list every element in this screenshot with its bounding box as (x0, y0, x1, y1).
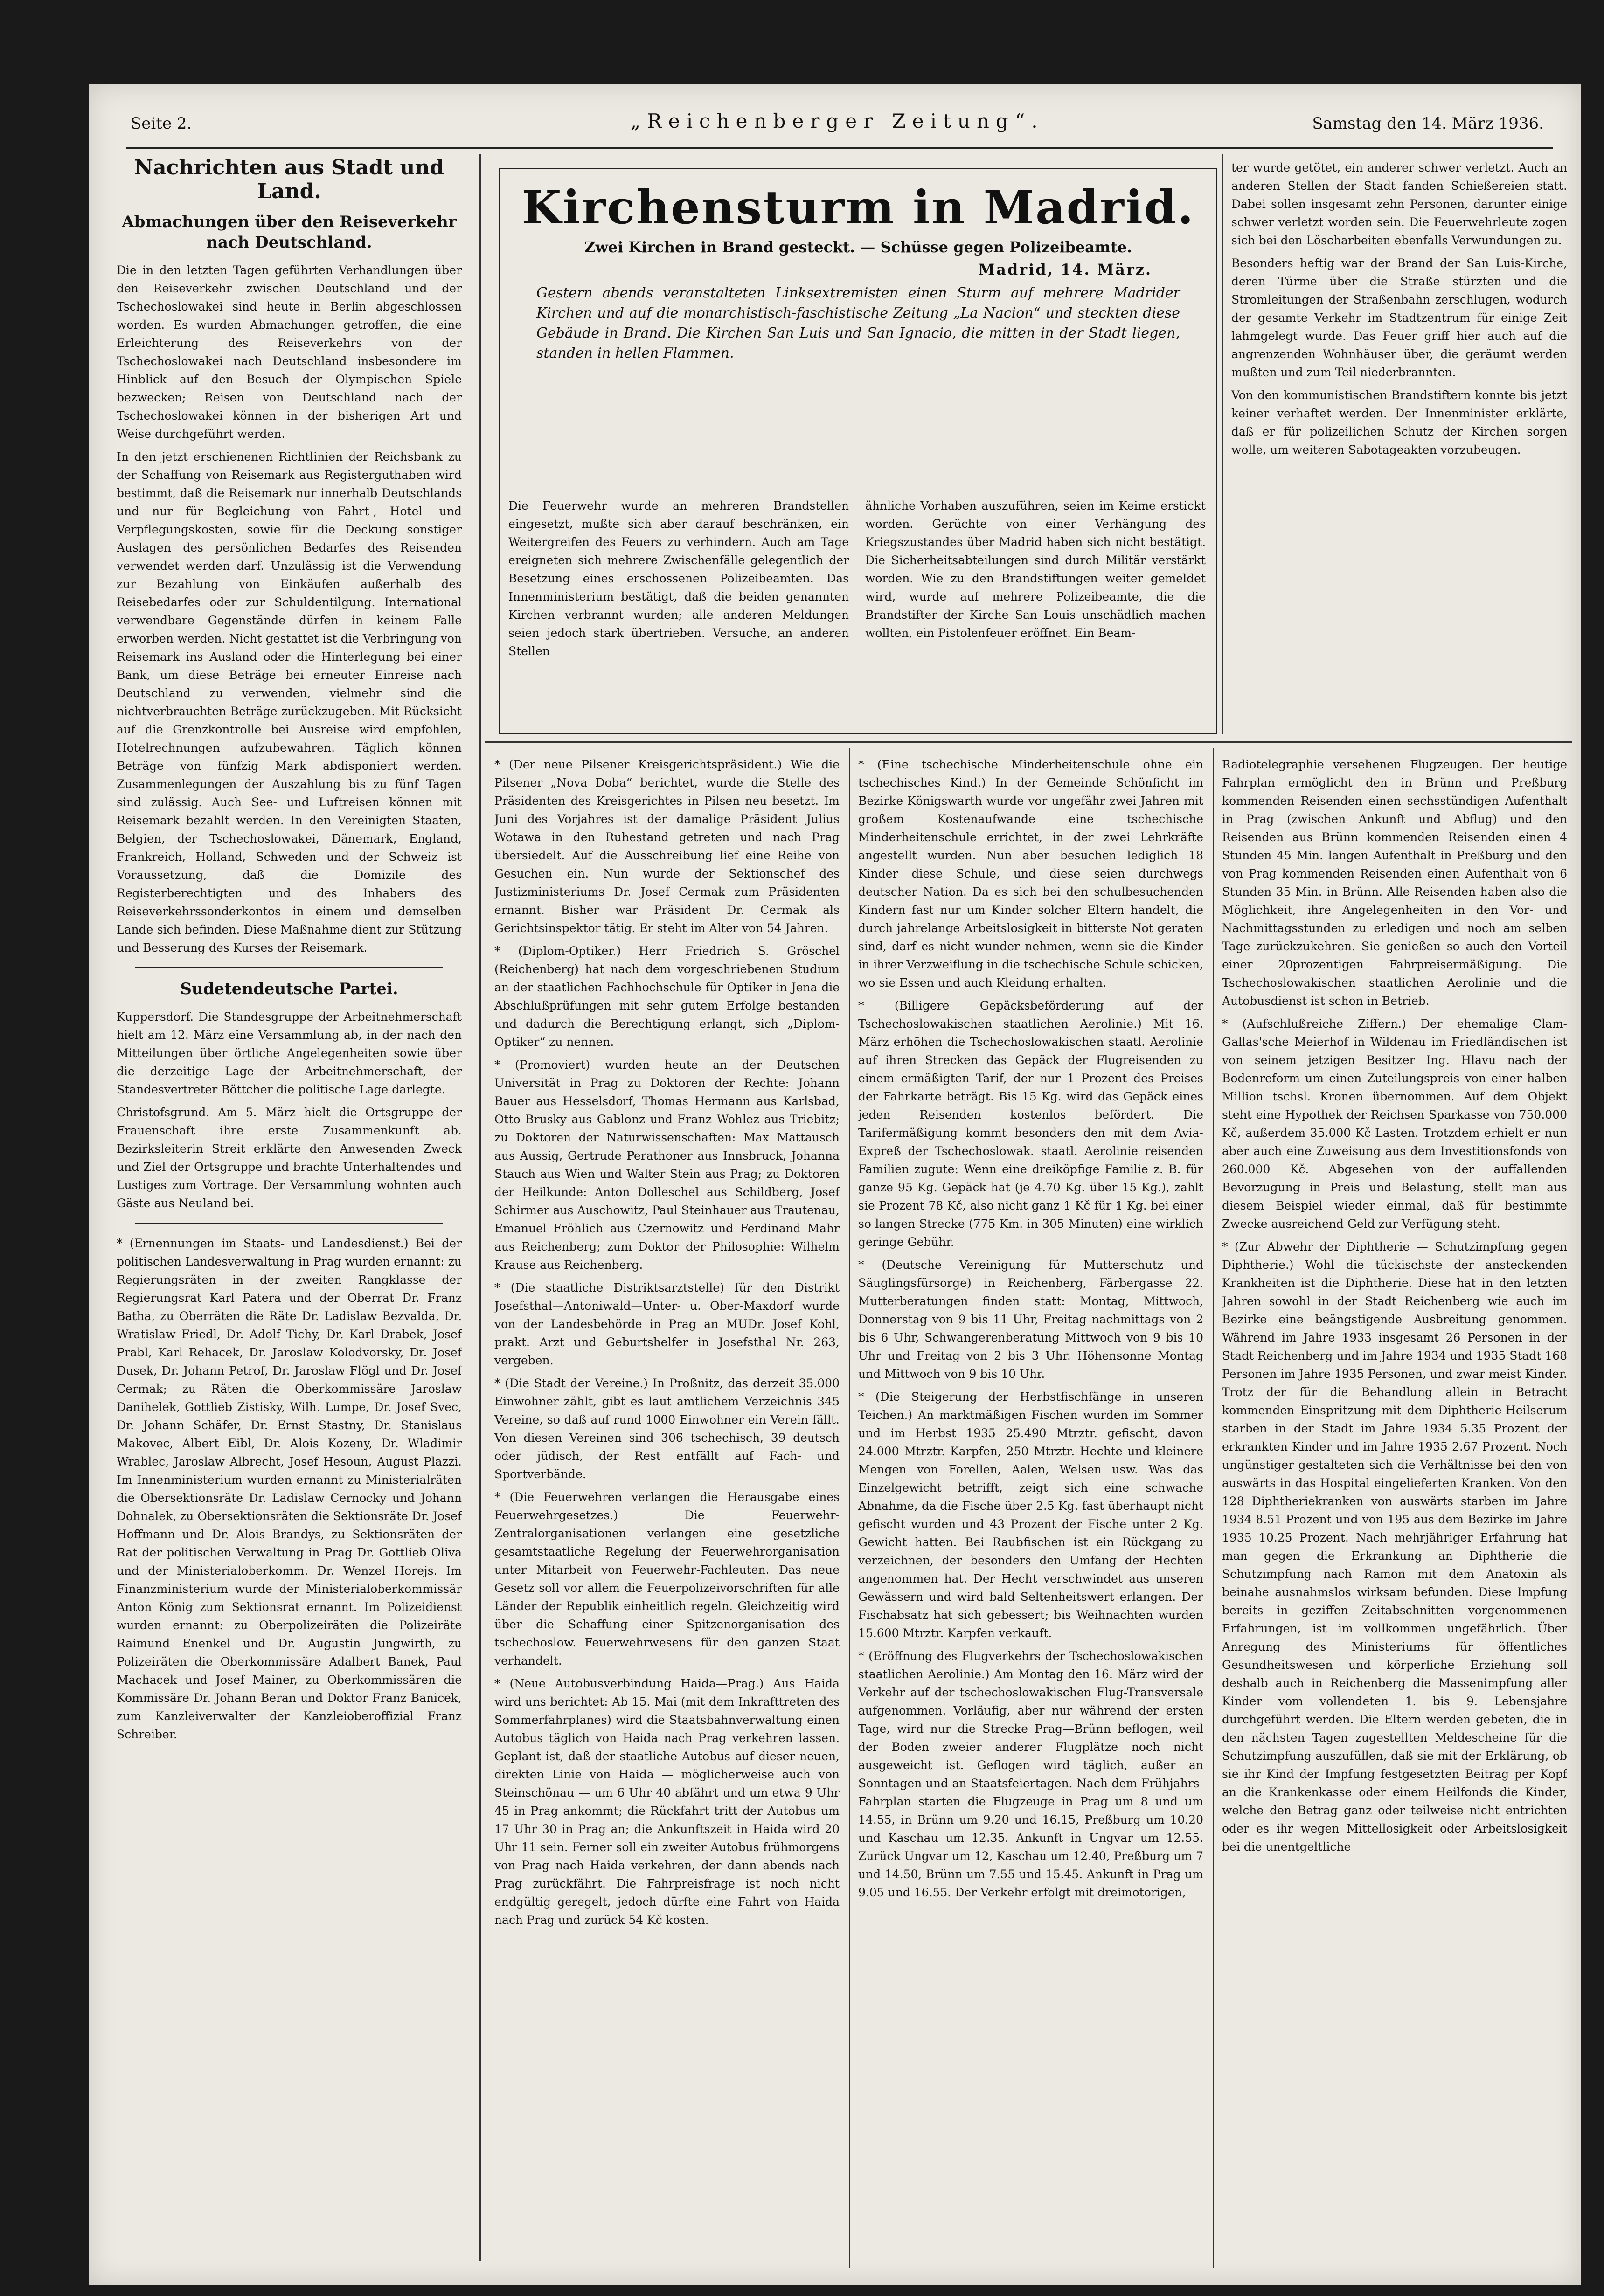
article-paragraph: * (Der neue Pilsener Kreisgerichtspräsident.) Wie die Pilsener „Nova Doba“ berichtet, wurde die Stelle des Präsidenten des Kreisgerichtes in Pilsen neu besetzt. Im Juni des Vorjahres ist der damalige Präsident Julius Wotawa in den Ruhestand getreten und nach Prag übersiedelt. Auf die Ausschreibung lief eine Reihe von Gesuchen ein. Nun wurde der Sektionschef des Justizministeriums Dr. Josef Cermak zum Präsidenten ernannt. Bisher war Präsident Dr. Cermak als Gerichtsinspektor tätig. Er steht im Alter von 54 Jahren. (494, 758, 840, 935)
lead-body (504, 497, 1213, 730)
article-paragraph: Christofsgrund. Am 5. März hielt die Ortsgruppe der Frauenschaft ihre erste Zusammenkunft ab. Bezirksleiterin Streit erklärte den Anwesenden Zweck und Ziel der Ortsgruppe und brachte Unterhaltendes und Lustiges zum Vortrage. Der Versammlung wohnten auch Gäste aus Neuland bei. (117, 1106, 462, 1210)
article-paragraph: ter wurde getötet, ein anderer schwer verletzt. Auch an anderen Stellen der Stadt fanden Schießereien statt. Dabei sollen insgesamt zehn Personen, darunter einige schwer verletzt worden sein. Die Feuerwehrleute zogen sich bei den Löscharbeiten ebenfalls Verwundungen zu. (1231, 161, 1567, 247)
article-paragraph: * (Neue Autobusverbindung Haida—Prag.) Aus Haida wird uns berichtet: Ab 15. Mai (mit dem Inkrafttreten des Sommerfahrplanes) wird die Staatsbahnverwaltung einen Autobus täglich von Haida nach Prag verkehren lassen. Geplant ist, daß der staatliche Autobus auf dieser neuen, direkten Linie von Haida — möglicherweise auch von Steinschönau — um 6 Uhr 40 abfährt und um etwa 9 Uhr 45 in Prag ankommt; die Rückfahrt tritt der Autobus um 17 Uhr 30 in Prag an; die Ankunftszeit in Haida wird 20 Uhr 11 sein. Ferner soll ein zweiter Autobus frühmorgens von Prag nach Haida verkehren, der dann abends nach Prag zurückfährt. Die Fahrpreisfrage ist noch nicht endgültig geregelt, jedoch dürfte eine Fahrt von Haida nach Prag und zurück 54 Kč kosten. (494, 1677, 840, 1927)
article-headline: Sudetendeutsche Partei. (180, 980, 398, 998)
article-paragraph: ähnliche Vorhaben auszuführen, seien im Keime erstickt worden. Gerüchte von einer Verhängung des Kriegszustandes über Madrid haben sich nicht bestätigt. Die Sicherheitsabteilungen sind durch Militär verstärkt worden. Wie zu den Brandstiftungen weiter gemeldet wird, wurde auf mehrere Polizeibeamte, die die Brandstifter der Kirche San Louis unschädlich machen wollten, ein Pistolenfeuer eröffnet. Ein Beam- (865, 499, 1206, 640)
issue-date: Samstag den 14. März 1936. (1312, 114, 1544, 133)
newspaper-page (89, 84, 1581, 2285)
article-paragraph: * (Die staatliche Distriktsarztstelle) für den Distrikt Josefsthal—Antoniwald—Unter- u. Ober-Maxdorf wurde von der Landesbehörde in Prag an MUDr. Josef Kohl, prakt. Arzt und Geburtshelfer in Josefsthal Nr. 263, vergeben. (494, 1281, 840, 1367)
article-paragraph: * (Eine tschechische Minderheitenschule ohne ein tschechisches Kind.) In der Gemeinde Schönficht im Bezirke Königswarth wurde vor ungefähr zwei Jahren mit großem Kostenaufwande eine tschechische Minderheitenschule errichtet, in der zwei Lehrkräfte angestellt wurden. Nun aber besuchen lediglich 18 Kinder diese Schule, und diese seien durchwegs deutscher Nation. Da es sich bei den schulbesuchenden Kindern fast nur um Kinder solcher Eltern handelt, die durch jahrelange Arbeitslosigkeit in bitterste Not geraten sind, darf es nicht wunder nehmen, wenn sie die Kinder in ihrer Verzweiflung in die tschechische Schule schicken, wo sie Essen und auch Kleidung erhalten. (858, 758, 1203, 989)
article-paragraph: Die Feuerwehr wurde an mehreren Brandstellen eingesetzt, mußte sich aber darauf beschränken, ein Weitergreifen des Feuers zu verhindern. Auch am Tage ereigneten sich mehrere Zwischenfälle gelegentlich der Besetzung eines erschossenen Polizeibeamten. Das Innenministerium bestätigt, daß die beiden genannten Kirchen verbrannt wurden; alle anderen Meldungen seien jedoch stark übertrieben. Versuche, an anderen Stellen (508, 499, 849, 658)
article-paragraph: Die in den letzten Tagen geführten Verhandlungen über den Reiseverkehr zwischen Deutschland und der Tschechoslowakei sind heute in Berlin abgeschlossen worden. Es wurden Abmachungen getroffen, die eine Erleichterung des Reiseverkehrs von der Tschechoslowakei nach Deutschland insbesondere im Hinblick auf den Besuch der Olympischen Spiele bezwecken; Reisen von Deutschland nach der Tschechoslowakei können in der bisherigen Art und Weise durchgeführt werden. (117, 263, 462, 441)
newspaper-name: „Reichenberger Zeitung“. (630, 110, 1044, 132)
article-paragraph: Besonders heftig war der Brand der San Luis-Kirche, deren Türme über die Straße stürzten und die Stromleitungen der Straßenbahn zerschlugen, wodurch der gesamte Verkehr im Stadtzentrum für einige Zeit lahmgelegt wurde. Das Feuer griff hier auch auf die angrenzenden Wohnhäuser über, die geräumt werden mußten und zum Teil niederbrannten. (1231, 256, 1567, 379)
lead-body-right (865, 497, 1206, 646)
article-paragraph: * (Zur Abwehr der Diphtherie — Schutzimpfung gegen Diphtherie.) Wohl die tückischste der ansteckenden Krankheiten ist die Diphtherie. Diese hat in den letzten Jahren sowohl in der Stadt Reichenberg wie auch im Bezirke eine beängstigende Ausbreitung genommen. Während im Jahre 1933 insgesamt 26 Personen in der Stadt Reichenberg und im Jahre 1934 und 1935 Stadt 168 Personen im Jahre 1935 Personen, und zwar meist Kinder. Trotz der für die Behandlung allein in Betracht kommenden Einspritzung mit dem Diphtherie-Heilserum starben in der Stadt im Jahre 1934 5.35 Prozent der erkrankten Kinder und im Jahre 1935 2.67 Prozent. Noch ungünstiger gestalteten sich die Verhältnisse bei den von auswärts in das Hospital eingelieferten Kranken. Von den 128 Diphtheriekranken von auswärts starben im Jahre 1934 8.51 Prozent und von 195 aus dem Bezirke im Jahre 1935 10.25 Prozent. Nach mehrjähriger Erfahrung hat man gegen die Erkrankung an Diphtherie die Schutzimpfung nach Ramon mit dem Anatoxin als beinahe ausnahmslos wirksam befunden. Diese Impfung bereits in geziffen Zeitabschnitten vorgenommenen Erfahrungen, ist im vollkommen ungefährlich. Über Anregung des Ministeriums für öffentliches Gesundheitswesen und körperliche Erziehung soll deshalb auch in Reichenberg die Massenimpfung aller Kinder vom vollendeten 1. bis 9. Lebensjahre durchgeführt werden. Die Eltern werden gebeten, die in den nächsten Tagen zugestellten Meldescheine für die Schutzimpfung auszufüllen, daß sie mit der Erklärung, ob sie ihr Kind der Impfung festgesetzten Beitrag per Kopf an die Krankenkasse oder einem Heilfonds die Kinder, welche den Betrag ganz oder teilweise nicht entrichten oder es ihr wegen Mittellosigkeit oder Arbeitslosigkeit bei die unentgeltliche (1222, 1240, 1567, 1853)
section-rule (485, 741, 1572, 743)
page-number: Seite 2. (131, 114, 192, 133)
column-4 (1222, 755, 1567, 2271)
column-1 (117, 154, 462, 2271)
column-rule (135, 967, 443, 968)
lead-summary: Gestern abends veranstalteten Linksextremisten einen Sturm auf mehrere Madrider Kirchen und auf die monarchistisch-faschistische Zeitung „La Nacion“ und steckten diese Gebäude in Brand. Die Kirchen San Luis und San Ignacio, die mitten in der Stadt liegen, standen in hellen Flammen. (536, 285, 1180, 361)
column-divider (849, 748, 850, 2268)
page-header (131, 110, 1544, 142)
article-headline: Abmachungen über den Reiseverkehr nach Deutschland. (122, 213, 457, 252)
column-2 (494, 755, 840, 2271)
header-rule (126, 147, 1553, 149)
article-paragraph: Radiotelegraphie versehenen Flugzeugen. Der heutige Fahrplan ermöglicht den in Brünn und Preßburg kommenden Reisenden einen sechsstündigen Aufenthalt in Prag (zwischen Ankunft und Abflug) und den Reisenden aus Brünn kommenden Reisenden einen 4 Stunden 45 Min. langen Aufenthalt in Preßburg und den von Prag kommenden Reisenden einen Aufenthalt von 6 Stunden 35 Min. in Brünn. Alle Reisenden haben also die Möglichkeit, ihre Angelegenheiten in den Vor- und Nachmittagsstunden zu erledigen und noch am selben Tage zurückzukehren. Sie genießen so auch den Vorteil einer 20prozentigen Fahrpreisermäßigung. Die Tschechoslowakischen staatlichen Aerolinie und die Autobusdienst ist schon in Betrieb. (1222, 758, 1567, 1008)
column-divider (1222, 154, 1223, 734)
article-paragraph: Kuppersdorf. Die Standesgruppe der Arbeitnehmerschaft hielt am 12. März eine Versammlung ab, in der nach den Mitteilungen über örtliche Angelegenheiten sowie über die derzeitige Lage der Arbeitnehmerschaft, der Standesvertreter Böttcher die politische Lage darlegte. (117, 1010, 462, 1096)
article-paragraph: * (Aufschlußreiche Ziffern.) Der ehemalige Clam-Gallas'sche Meierhof in Wildenau im Friedländischen ist von seinem jetzigen Besitzer Ing. Hlavu nach der Bodenreform um einen Zuteilungspreis von einer halben Million tschsl. Kronen übernommen. Auf dem Objekt steht eine Hypothek der Reichsen Sparkasse von 750.000 Kč, außerdem 35.000 Kč Lasten. Trotzdem erhielt er nun aber auch eine Zuweisung aus dem Investitionsfonds von 260.000 Kč. Abgesehen von der auffallenden Bevorzugung in Preis und Belastung, stellt man aus diesem Beispiel wieder einmal, daß für bestimmte Zwecke ausreichend Geld zur Verfügung steht. (1222, 1017, 1567, 1231)
column-divider (479, 154, 481, 2261)
article-paragraph: * (Ernennungen im Staats- und Landesdienst.) Bei der politischen Landesverwaltung in Prag wurden ernannt: zu Regierungsräten in der zweiten Rangklasse der Regierungsrat Karl Patera und der Oberrat Dr. Franz Batha, zu Oberräten die Räte Dr. Ladislaw Bezvalda, Dr. Wratislaw Friedl, Dr. Adolf Tichy, Dr. Karl Drabek, Josef Prabl, Karl Rehacek, Dr. Jaroslaw Kolodvorsky, Dr. Josef Dusek, Dr. Johann Petrof, Dr. Jaroslaw Flögl und Dr. Josef Cermak; zu Räten die Oberkommissäre Jaroslaw Danihelek, Gottlieb Zistisky, Wilh. Lumpe, Dr. Josef Svec, Dr. Johann Schäfer, Dr. Ernst Stastny, Dr. Stanislaus Makovec, Albert Eibl, Dr. Alois Kozeny, Dr. Wladimir Wrablec, Jaroslaw Albrecht, Josef Hesoun, August Plazzi. Im Innenministerium wurden ernannt zu Ministerialräten die Obersektionsräte Dr. Ladislaw Cernocky und Johann Dohnalek, zu Obersektionsräten die Sektionsräte Dr. Josef Hoffmann und Dr. Alois Brandys, zu Sektionsräten der Rat der politischen Verwaltung in Prag Dr. Gottlieb Oliva und der Ministerialoberkomm. Dr. Wenzel Horejs. Im Finanzministerium wurde der Ministerialoberkommissär Anton König zum Sektionsrat ernannt. Im Polizeidienst wurden ernannt: zu Oberpolizeiräten die Polizeiräte Raimund Enenkel und Dr. Augustin Jungwirth, zu Polizeiräten die Oberkommissäre Adalbert Banek, Paul Machacek und Josef Mainer, zu Oberkommissären die Kommissäre Dr. Johann Beran und Doktor Franz Banicek, zum Kanzleiverwalter der Kanzleioberoffizial Franz Schreiber. (117, 1237, 462, 1741)
article-paragraph: * (Deutsche Vereinigung für Mutterschutz und Säuglingsfürsorge) in Reichenberg, Färbergasse 22. Mutterberatungen finden statt: Montag, Mittwoch, Donnerstag von 9 bis 11 Uhr, Freitag nachmittags von 2 bis 6 Uhr, Schwangerenberatung Mittwoch von 9 bis 10 Uhr und Freitag von 2 bis 3 Uhr. Höhensonne Montag und Mittwoch von 9 bis 10 Uhr. (858, 1258, 1203, 1381)
lead-headline: Kirchensturm in Madrid. (521, 181, 1195, 235)
article-paragraph: * (Promoviert) wurden heute an der Deutschen Universität in Prag zu Doktoren der Rechte: Johann Bauer aus Hesselsdorf, Thomas Hermann aus Karlsbad, Otto Brusky aus Gablonz und Franz Wohlez aus Triebitz; zu Doktoren der Naturwissenschaften: Max Mattausch aus Aussig, Gertrude Perathoner aus Innsbruck, Johanna Stauch aus Wien und Walter Stein aus Prag; zu Doktoren der Heilkunde: Anton Dolleschel aus Schildberg, Josef Schirmer aus Auschowitz, Paul Steinhauer aus Trautenau, Emanuel Fröhlich aus Czernowitz und Ferdinand Mahr aus Reichenberg; zum Doktor der Philosophie: Wilhelm Krause aus Reichenberg. (494, 1058, 840, 1272)
article-paragraph: * (Billigere Gepäcksbeförderung auf der Tschechoslowakischen staatlichen Aerolinie.) Mit 16. März erhöhen die Tschechoslowakischen staatl. Aerolinie auf ihren Strecken das Gepäck der Flugreisenden zu einem ermäßigten Tarif, der nur 1 Prozent des Preises der Fahrkarte beträgt. Bis 15 Kg. wird das Gepäck eines jeden Reisenden kostenlos befördert. Die Tarifermäßigung kommt besonders den mit dem Avia-Expreß der Tschechoslowak. staatl. Aerolinie reisenden Familien zugute: Wenn eine dreiköpfige Familie z. B. für ganze 95 Kg. Gepäck hat (je 4.70 Kg. über 15 Kg.), zahlt sie Prozent 78 Kč, also nicht ganz 1 Kč für 1 Kg. bei einer so langen Strecke (775 Km. in 305 Minuten) eine wirklich geringe Gebühr. (858, 999, 1203, 1249)
column-right-top (1231, 159, 1567, 732)
article-paragraph: Von den kommunistischen Brandstiftern konnte bis jetzt keiner verhaftet werden. Der Innenminister erklärte, daß er für polizeilichen Schutz der Kirchen sorgen wolle, um weiteren Sabotageakten vorzubeugen. (1231, 388, 1567, 456)
section-title: Nachrichten aus Stadt und Land. (134, 156, 444, 203)
article-paragraph: In den jetzt erschienenen Richtlinien der Reichsbank zu der Schaffung von Reisemark aus Registerguthaben wird bestimmt, daß die Reisemark nur innerhalb Deutschlands und nur für Begleichung von Fahrt-, Hotel- und Verpflegungskosten, sowie für die Deckung sonstiger Auslagen des persönlichen Bedarfes des Reisenden verwendet werden darf. Unzulässig ist die Verwendung zur Bezahlung von Einkäufen außerhalb des Reisebedarfes oder zur Schuldentilgung. International verwendbare Gegenstände dürfen in keinem Falle erworben werden. Nicht gestattet ist die Verbringung von Reisemark ins Ausland oder die Hinterlegung bei einer Bank, um diese Beträge bei erneuter Einreise nach Deutschland zu verwenden, vielmehr sind die nichtverbrauchten Beträge zurückzugeben. Mit Rücksicht auf die Grenzkontrolle bei Ausreise wird empfohlen, Hotelrechnungen aufzubewahren. Täglich können Beträge von fünfzig Mark abdisponiert werden. Zusammenlegungen der Auszahlung bis zu fünf Tagen sind zulässig. Auch See- und Luftreisen können mit Reisemark bezahlt werden. In den Vereinigten Staaten, Belgien, der Tschechoslowakei, Dänemark, England, Frankreich, Holland, Schweden und der Schweiz ist Voraussetzung, daß die Domizile des Registerberechtigten und des Inhabers des Reiseverkehrssonderkontos in einem und demselben Lande sich befinden. Diese Maßnahme dient zur Stützung und Besserung des Kurses der Reisemark. (117, 450, 462, 954)
column-rule (135, 1223, 443, 1224)
lead-dateline: Madrid, 14. März. (978, 261, 1152, 278)
article-paragraph: * (Diplom-Optiker.) Herr Friedrich S. Gröschel (Reichenberg) hat nach dem vorgeschriebenen Studium an der staatlichen Fachhochschule für Optiker in Jena die Abschlußprüfungen mit sehr gutem Erfolge bestanden und dadurch die Berechtigung erlangt, sich „Diplom-Optiker“ zu nennen. (494, 944, 840, 1049)
article-paragraph: * (Die Feuerwehren verlangen die Herausgabe eines Feuerwehrgesetzes.) Die Feuerwehr-Zentralorganisationen verlangen eine gesetzliche gesamtstaatliche Regelung der Feuerwehrorganisation unter Mitarbeit von Feuerwehr-Fachleuten. Das neue Gesetz soll vor allem die Feuerpolizeivorschriften für alle Länder der Republik einheitlich regeln. Gleichzeitig wird über die Schaffung einer Spitzenorganisation des tschechoslow. Feuerwehrwesens für den ganzen Staat verhandelt. (494, 1490, 840, 1667)
column-divider (1213, 748, 1214, 2268)
lead-body-left (508, 497, 849, 664)
lead-subheadline: Zwei Kirchen in Brand gesteckt. — Schüsse gegen Polizeibeamte. (584, 238, 1132, 256)
article-paragraph: * (Die Stadt der Vereine.) In Proßnitz, das derzeit 35.000 Einwohner zählt, gibt es laut amtlichem Verzeichnis 345 Vereine, so daß auf rund 1000 Einwohner ein Verein fällt. Von diesen Vereinen sind 306 tschechisch, 39 deutsch oder jüdisch, der Rest entfällt auf Fach- und Sportverbände. (494, 1376, 840, 1481)
article-paragraph: * (Die Steigerung der Herbstfischfänge in unseren Teichen.) An marktmäßigen Fischen wurden im Sommer und im Herbst 1935 25.490 Mtrztr. gefischt, davon 24.000 Mtrztr. Karpfen, 250 Mtrztr. Hechte und kleinere Mengen von Forellen, Aalen, Welsen usw. Was das Einzelgewicht betrifft, zeigt sich eine schwache Abnahme, da die Fische über 2.5 Kg. fast überhaupt nicht gefischt wurden und 43 Prozent der Fische unter 2 Kg. Gewicht hatten. Bei Raubfischen ist ein Rückgang zu verzeichnen, der besonders den Umfang der Hechten angenommen hat. Der Hecht verschwindet aus unseren Gewässern und wird bald Seltenheitswert erlangen. Der Fischabsatz hat sich gebessert; bis Weihnachten wurden 15.600 Mtrztr. Karpfen verkauft. (858, 1390, 1203, 1640)
article-paragraph: * (Eröffnung des Flugverkehrs der Tschechoslowakischen staatlichen Aerolinie.) Am Montag den 16. März wird der Verkehr auf der tschechoslowakischen Flug-Transversale aufgenommen. Vorläufig, aber nur während der ersten Tage, wird nur die Strecke Prag—Brünn beflogen, weil der Boden zweier anderer Flugplätze noch nicht ausgeweicht ist. Geflogen wird täglich, außer an Sonntagen und an Staatsfeiertagen. Nach dem Frühjahrs-Fahrplan starten die Flugzeuge in Prag um 8 und um 14.55, in Brünn um 9.20 und 16.15, Preßburg um 10.20 und Kaschau um 12.35. Ankunft in Ungvar um 12.55. Zurück Ungvar um 12, Kaschau um 12.40, Preßburg um 7 und 14.50, Brünn um 7.55 und 15.45. Ankunft in Prag um 9.05 und 16.55. Der Verkehr erfolgt mit dreimotorigen, (858, 1649, 1203, 1899)
lead-article (504, 173, 1213, 732)
column-3 (858, 755, 1203, 2271)
